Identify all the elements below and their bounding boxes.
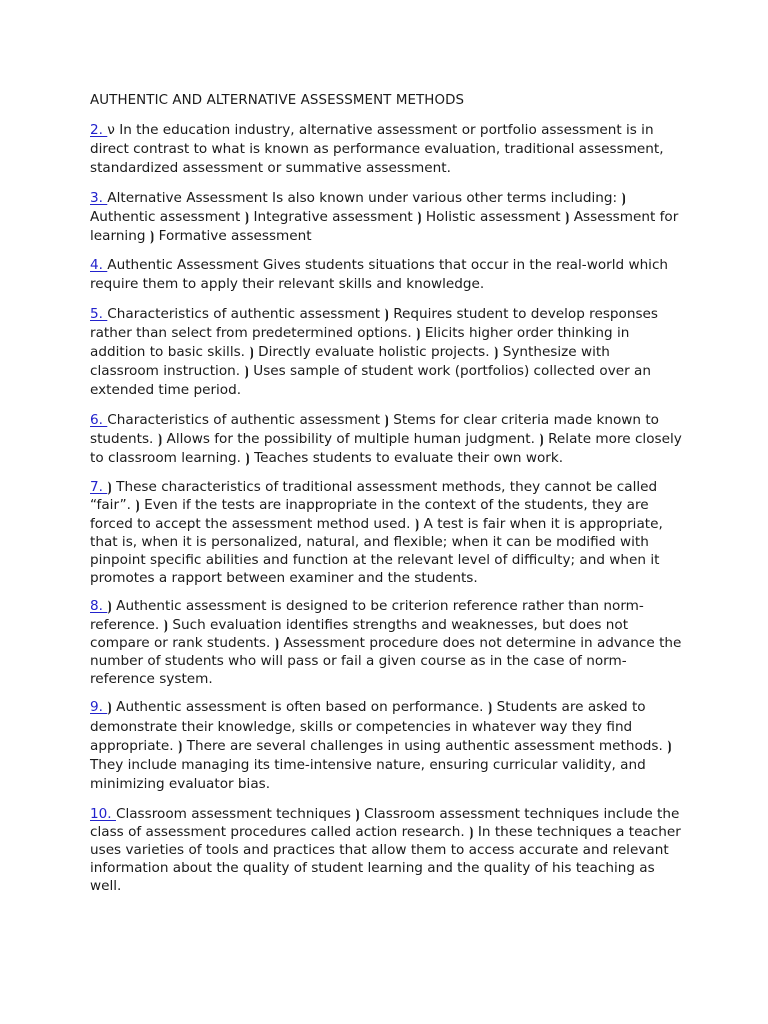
paragraph-3 [90,189,682,247]
paragraph-2 [90,121,682,179]
paragraph-8 [90,597,682,688]
paragraph-text: ν In the education industry, alternative assessment or portfolio assessment is in direct contrast to what is known as performance evaluation, traditional assessment, standardized assessment or summative assessment. [90,122,664,177]
paragraph-number-link[interactable]: 10. [90,805,116,822]
paragraph-text: ⦘ These characteristics of traditional assessment methods, they cannot be called “fair”. ⦘ Even if the tests are inappropriate in the context of the students, they are forced to accept the assessment method used. ⦘ A test is fair when it is appropriate, that is, when it is personalized, natural, and flexible; when it can be modified with pinpoint specific abilities and function at the relevant level of difficulty; and when it promotes a rapport between examiner and the students. [90,479,663,587]
paragraph-5 [90,305,682,401]
paragraph-number-link[interactable]: 5. [90,305,108,322]
paragraph-number-link[interactable]: 7. [90,479,108,496]
paragraph-10 [90,805,682,896]
paragraph-text: ⦘ Authentic assessment is often based on performance. ⦘ Students are asked to demonstrate their knowledge, skills or competencies in whatever way they find appropriate. ⦘ There are several challenges in using authentic assessment methods. ⦘ They include managing its time-intensive nature, ensuring curricular validity, and minimizing evaluator bias. [90,699,672,793]
paragraph-9 [90,698,682,794]
paragraph-number-link[interactable]: 8. [90,598,108,615]
paragraph-text: Characteristics of authentic assessment ⦘ Requires student to develop responses rather than select from predetermined options. ⦘ Elicits higher order thinking in addition to basic skills. ⦘ Directly evaluate holistic projects. ⦘ Synthesize with classroom instruction. ⦘ Uses sample of student work (portfolios) collected over an extended time period. [90,305,658,399]
paragraph-4 [90,256,682,294]
paragraph-number-link[interactable]: 4. [90,257,108,274]
paragraph-text: Characteristics of authentic assessment ⦘ Stems for clear criteria made known to students. ⦘ Allows for the possibility of multiple human judgment. ⦘ Relate more closely to classroom learning. ⦘ Teaches students to evaluate their own work. [90,411,682,467]
paragraph-number-link[interactable]: 9. [90,699,108,716]
paragraph-text: ⦘ Authentic assessment is designed to be criterion reference rather than norm-reference. ⦘ Such evaluation identifies strengths and weaknesses, but does not compare or rank students. ⦘ Assessment procedure does not determine in advance the number of students who will pass or fail a given course as in the case of norm-reference system. [90,598,682,688]
paragraph-6 [90,411,682,469]
paragraph-text: Authentic Assessment Gives students situations that occur in the real-world which require them to apply their relevant skills and knowledge. [90,257,669,293]
paragraph-number-link[interactable]: 2. [90,122,108,138]
paragraph-number-link[interactable]: 6. [90,411,108,428]
paragraph-number-link[interactable]: 3. [90,189,108,206]
document-title: AUTHENTIC AND ALTERNATIVE ASSESSMENT METHODS [90,93,465,108]
paragraph-text: Classroom assessment techniques ⦘ Classroom assessment techniques include the class of assessment procedures called action research. ⦘ In these techniques a teacher uses varieties of tools and practices that allow them to access accurate and relevant information about the quality of student learning and the quality of his teaching as well. [90,805,681,895]
document-page [90,92,682,906]
paragraph-text: Alternative Assessment Is also known under various other terms including: ⦘ Authentic assessment ⦘ Integrative assessment ⦘ Holistic assessment ⦘ Assessment for learning ⦘ Formative assessment [90,189,679,245]
paragraph-7 [90,478,682,587]
